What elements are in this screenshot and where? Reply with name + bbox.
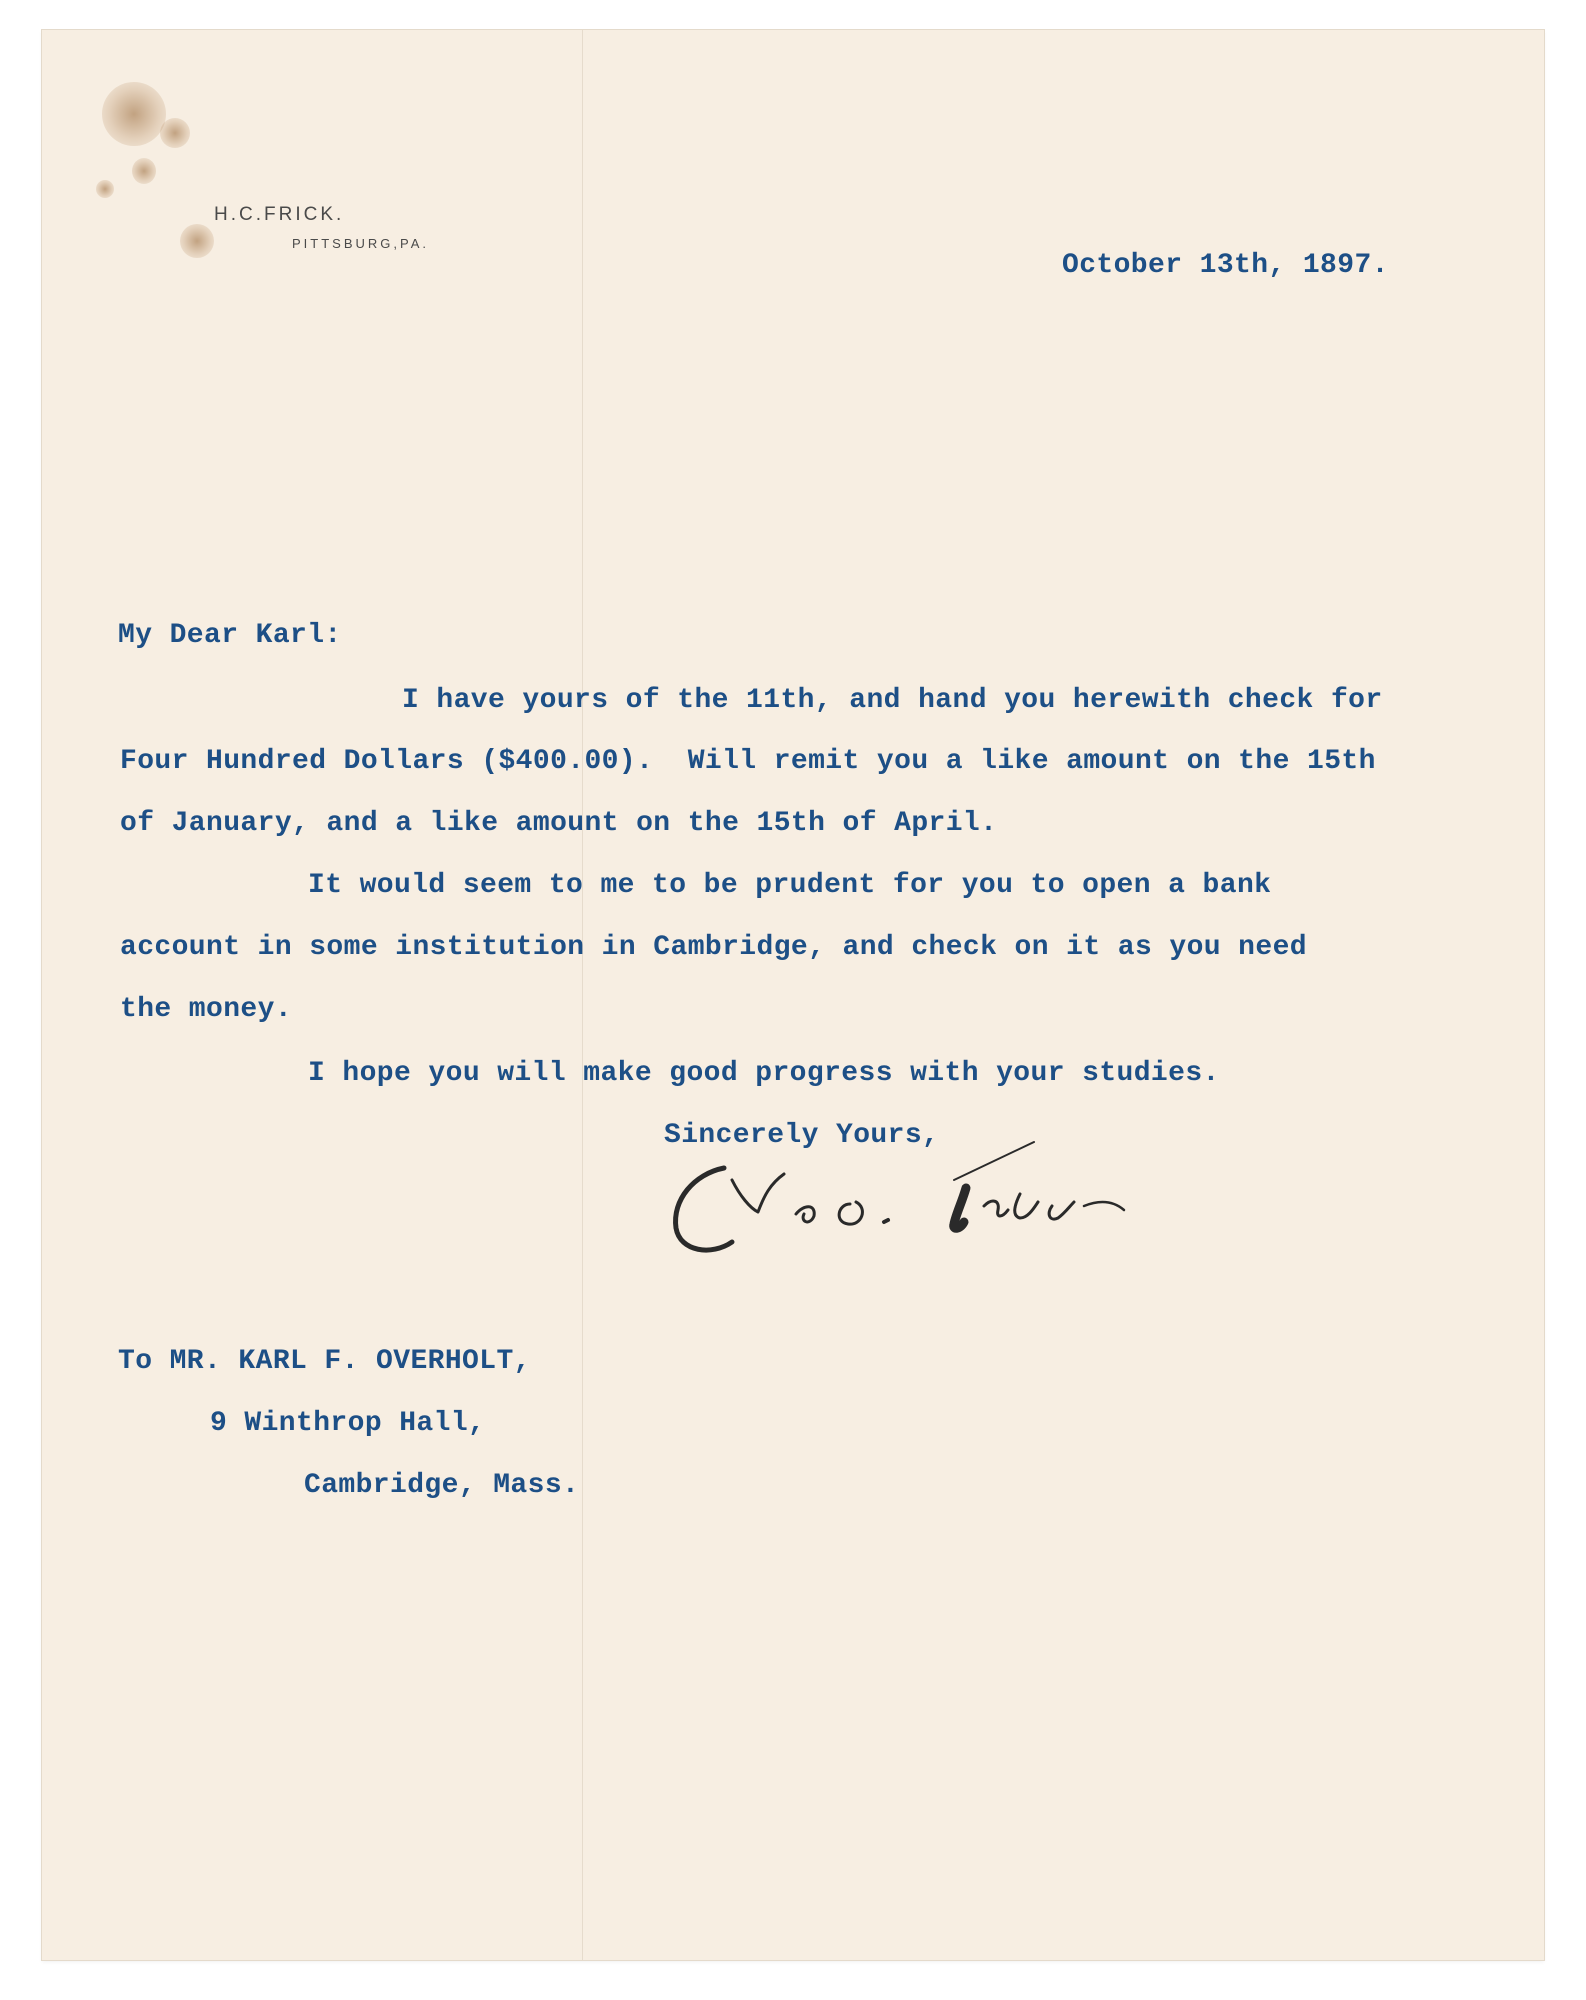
letter-sheet xyxy=(42,30,1544,1960)
body-line: of January, and a like amount on the 15th of April. xyxy=(120,808,998,839)
letter-date: October 13th, 1897. xyxy=(1062,250,1389,281)
foxing-stain xyxy=(180,224,214,258)
foxing-stain xyxy=(132,158,156,184)
foxing-stain xyxy=(160,118,190,148)
body-line: account in some institution in Cambridge, and check on it as you need xyxy=(120,932,1307,963)
address-line: To MR. KARL F. OVERHOLT, xyxy=(118,1346,531,1377)
address-line: Cambridge, Mass. xyxy=(304,1470,580,1501)
letterhead-name: H.C.FRICK. xyxy=(214,204,345,225)
body-line: Four Hundred Dollars ($400.00). Will remit you a like amount on the 15th xyxy=(120,746,1376,777)
closing: Sincerely Yours, xyxy=(664,1120,940,1151)
handwritten-signature xyxy=(654,1110,1254,1260)
address-line: 9 Winthrop Hall, xyxy=(210,1408,486,1439)
body-line: the money. xyxy=(120,994,293,1025)
foxing-stain xyxy=(96,180,114,198)
foxing-stain xyxy=(102,82,166,146)
salutation: My Dear Karl: xyxy=(118,620,342,651)
body-line: I hope you will make good progress with your studies. xyxy=(308,1058,1220,1089)
body-line: I have yours of the 11th, and hand you herewith check for xyxy=(402,685,1383,716)
letterhead-city: PITTSBURG,PA. xyxy=(292,236,429,251)
body-line: It would seem to me to be prudent for you to open a bank xyxy=(308,870,1272,901)
paper-fold xyxy=(582,30,583,1960)
